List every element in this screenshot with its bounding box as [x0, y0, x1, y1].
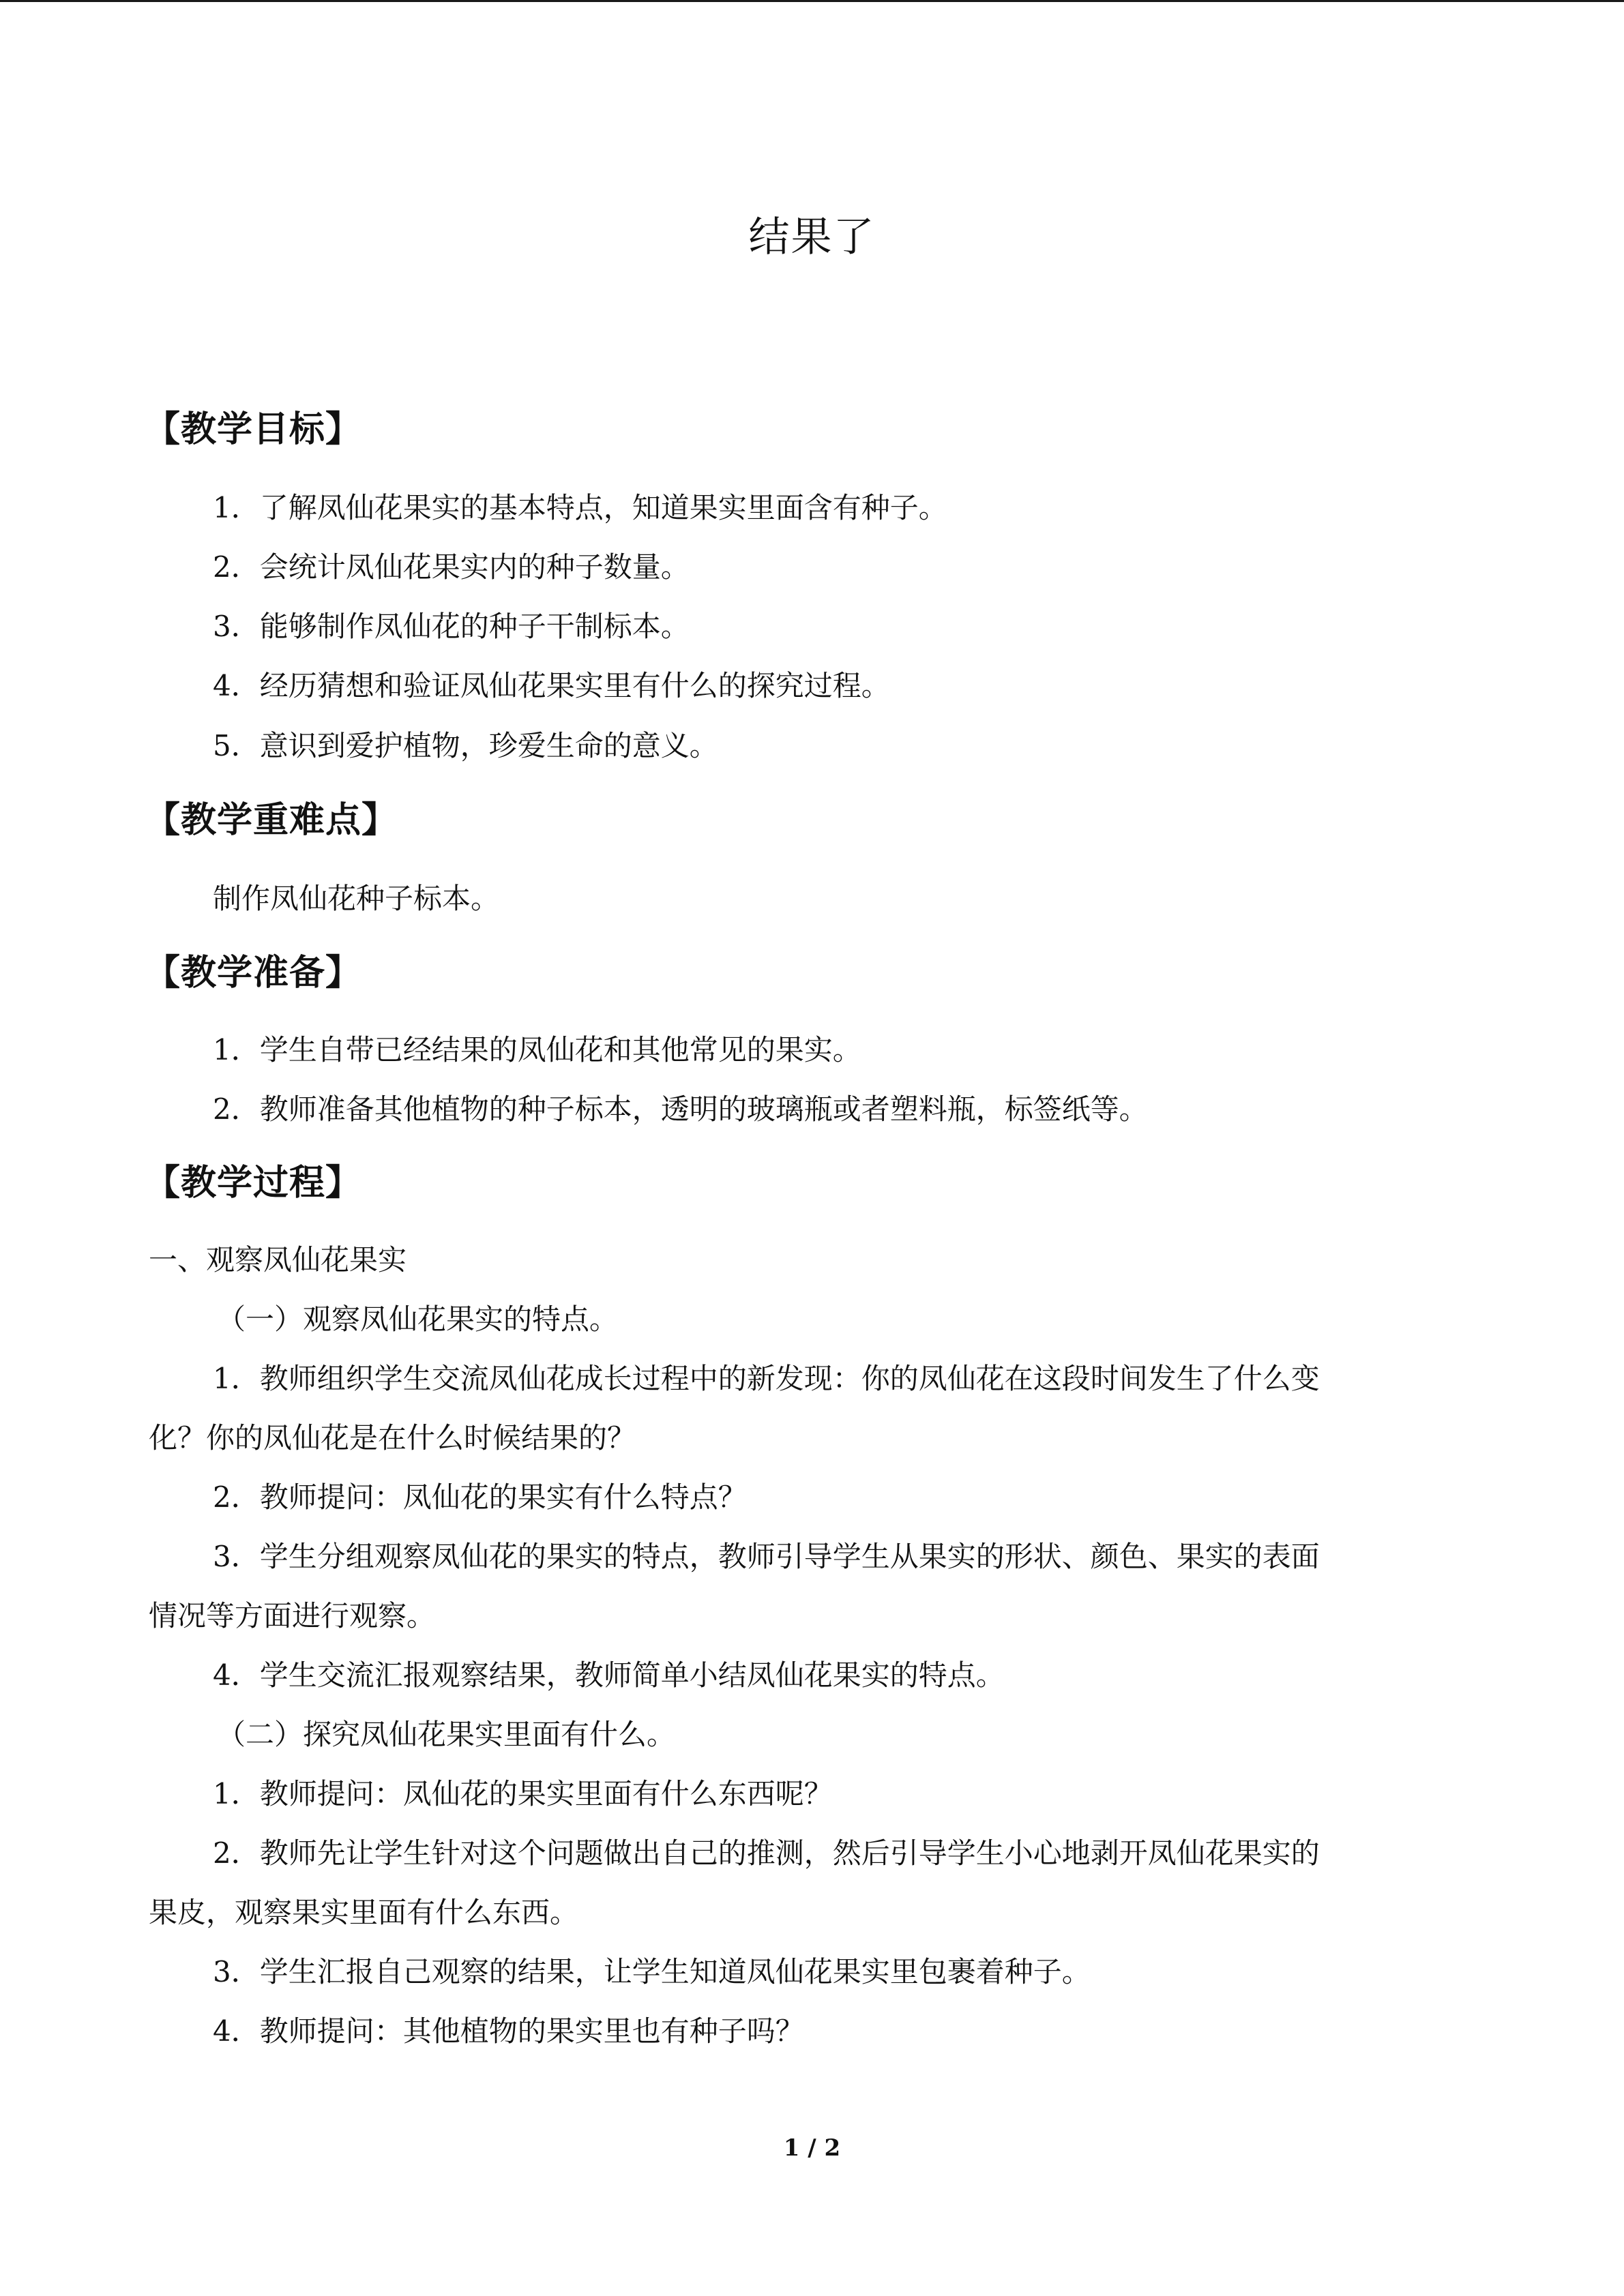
key-points-text: 制作凤仙花种子标本。 — [213, 882, 500, 915]
process-sub2-item1: 1．教师提问：凤仙花的果实里面有什么东西呢？ — [213, 1777, 833, 1810]
section-heading-process: 【教学过程】 — [145, 1163, 362, 1204]
goal-item-1: 1．了解凤仙花果实的基本特点，知道果实里面含有种子。 — [213, 491, 947, 524]
process-sub1-item1-line1: 1．教师组织学生交流凤仙花成长过程中的新发现：你的凤仙花在这段时间发生了什么变 — [213, 1362, 1320, 1395]
process-sub2-item4: 4．教师提问：其他植物的果实里也有种子吗？ — [213, 2014, 804, 2048]
process-sub1-item2: 2．教师提问：凤仙花的果实有什么特点？ — [213, 1480, 747, 1514]
preparation-item-1: 1．学生自带已经结果的凤仙花和其他常见的果实。 — [213, 1033, 861, 1067]
goal-item-3: 3．能够制作凤仙花的种子干制标本。 — [213, 610, 690, 643]
process-sub2-item2-line2: 果皮，观察果实里面有什么东西。 — [149, 1896, 579, 1929]
process-sub2-title: （二）探究凤仙花果实里面有什么。 — [217, 1718, 676, 1751]
process-sub1-item3-line1: 3．学生分组观察凤仙花的果实的特点，教师引导学生从果实的形状、颜色、果实的表面 — [213, 1540, 1320, 1573]
page-title: 结果了 — [748, 213, 876, 261]
process-sub1-item1-line2: 化？你的凤仙花是在什么时候结果的？ — [149, 1421, 636, 1455]
goal-item-4: 4．经历猜想和验证凤仙花果实里有什么的探究过程。 — [213, 669, 890, 702]
page-number: 1 / 2 — [783, 2134, 841, 2162]
process-sub2-item3: 3．学生汇报自己观察的结果，让学生知道凤仙花果实里包裹着种子。 — [213, 1955, 1091, 1988]
process-sub1-item3-line2: 情况等方面进行观察。 — [149, 1599, 436, 1632]
section-heading-preparation: 【教学准备】 — [145, 953, 362, 994]
process-part1-title: 一、观察凤仙花果实 — [149, 1243, 407, 1277]
section-heading-goals: 【教学目标】 — [145, 409, 362, 450]
process-sub1-item4: 4．学生交流汇报观察结果，教师简单小结凤仙花果实的特点。 — [213, 1658, 1005, 1692]
goal-item-5: 5．意识到爱护植物，珍爱生命的意义。 — [213, 729, 718, 762]
process-sub1-title: （一）观察凤仙花果实的特点。 — [217, 1302, 619, 1336]
section-heading-key-points: 【教学重难点】 — [145, 800, 398, 841]
process-sub2-item2-line1: 2．教师先让学生针对这个问题做出自己的推测，然后引导学生小心地剥开凤仙花果实的 — [213, 1836, 1320, 1870]
preparation-item-2: 2．教师准备其他植物的种子标本，透明的玻璃瓶或者塑料瓶，标签纸等。 — [213, 1092, 1148, 1126]
goal-item-2: 2．会统计凤仙花果实内的种子数量。 — [213, 550, 690, 584]
